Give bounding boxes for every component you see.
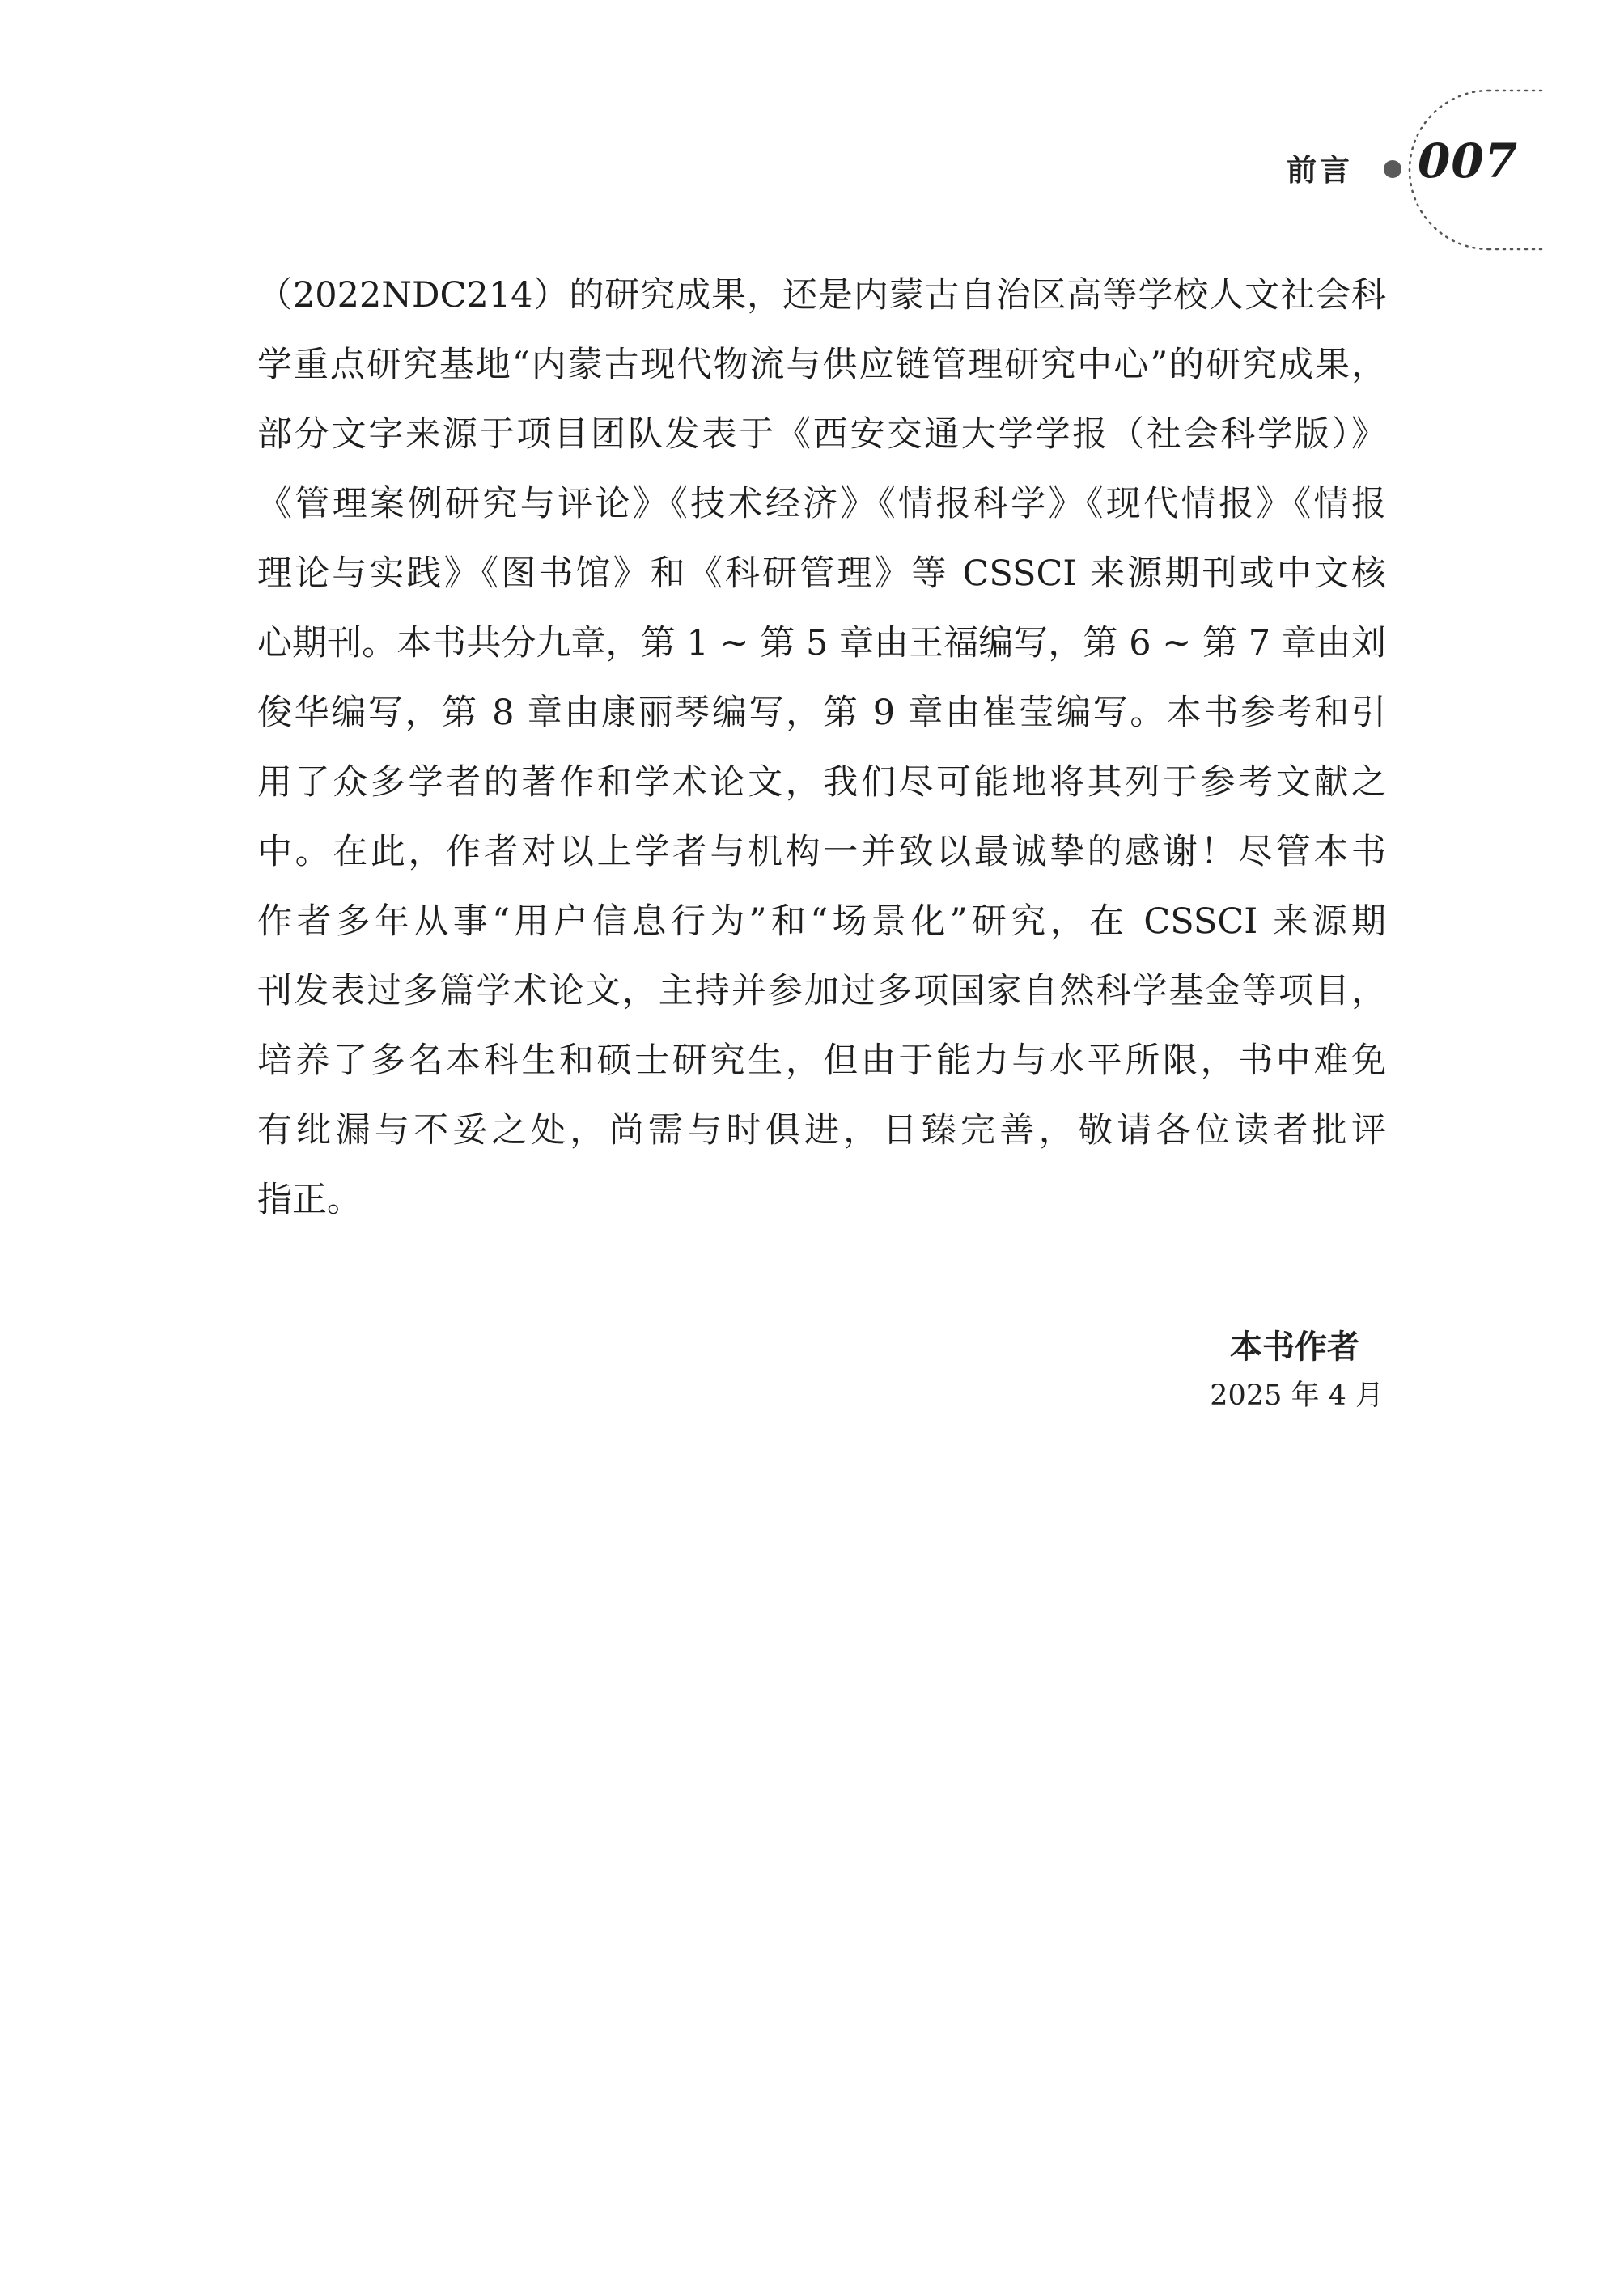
body-line: 理论与实践》《图书馆》和《科研管理》等 CSSCI 来源期刊或中文核 [257, 553, 1386, 594]
body-line: 部分文字来源于项目团队发表于《西安交通大学学报（社会科学版）》 [257, 414, 1386, 455]
page-header [0, 0, 1624, 259]
section-label: 前言 [1287, 153, 1353, 188]
body-line: 《管理案例研究与评论》《技术经济》《情报科学》《现代情报》《情报 [257, 484, 1386, 524]
body-line: 心期刊。本书共分九章，第 1 ~ 第 5 章由王福编写，第 6 ~ 第 7 章由刘 [257, 623, 1386, 663]
body-line: 作者多年从事“用户信息行为”和“场景化”研究，在 CSSCI 来源期 [257, 901, 1386, 942]
body-line: 刊发表过多篇学术论文，主持并参加过多项国家自然科学基金等项目， [257, 971, 1386, 1011]
signature-block [1141, 1319, 1384, 1416]
page-number: 007 [1418, 134, 1519, 189]
body-line: 中。在此，作者对以上学者与机构一并致以最诚挚的感谢！尽管本书 [257, 832, 1386, 872]
signature-author: 本书作者 [1230, 1329, 1359, 1366]
body-line: 指正。 [257, 1180, 362, 1220]
body-line: 培养了多名本科生和硕士研究生，但由于能力与水平所限，书中难免 [257, 1041, 1386, 1081]
body-line: 学重点研究基地“内蒙古现代物流与供应链管理研究中心”的研究成果， [257, 345, 1386, 385]
body-line: （2022NDC214）的研究成果，还是内蒙古自治区高等学校人文社会科 [257, 275, 1386, 316]
body-line: 有纰漏与不妥之处，尚需与时俱进，日臻完善，敬请各位读者批评 [257, 1110, 1386, 1151]
body-line: 用了众多学者的著作和学术论文，我们尽可能地将其列于参考文献之 [257, 762, 1386, 803]
preface-body [257, 261, 1386, 1235]
header-arc-decoration [1376, 81, 1570, 259]
body-line: 俊华编写，第 8 章由康丽琴编写，第 9 章由崔莹编写。本书参考和引 [257, 693, 1386, 733]
signature-date: 2025 年 4 月 [1210, 1380, 1384, 1412]
